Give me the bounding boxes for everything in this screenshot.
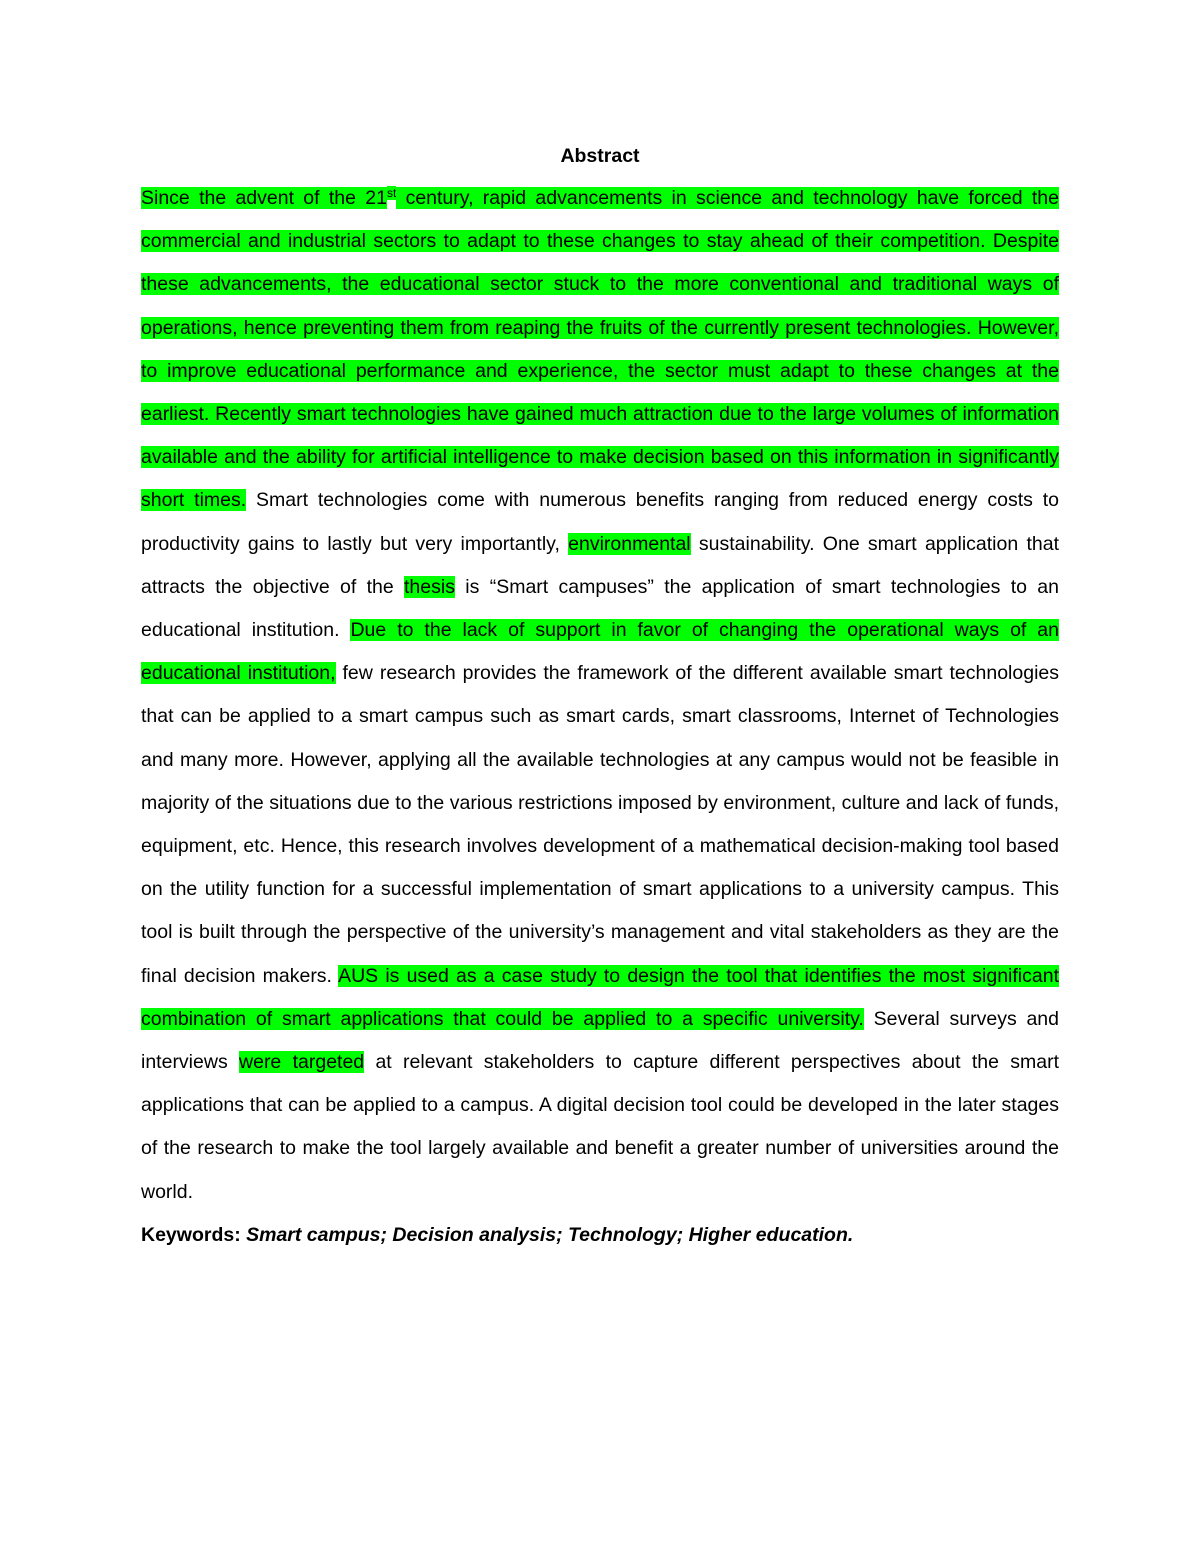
keywords-line xyxy=(141,1214,1059,1257)
body-text: Several surveys and interviews xyxy=(141,1007,1060,1074)
body-text: few research provides the framework of the different available smart technologies that can be applied to a smart campus such as smart cards, smart classrooms, Internet of Technologies and many more. However, applying all the available technologies at any campus would not be feasible in majority of the situations due to the various restrictions imposed by environment, culture and lack of funds, equipment, etc. Hence, this research involves development of a mathematical decision-making tool based on the utility function for a successful implementation of smart applications to a university campus. This tool is built through the perspective of the university’s management and vital stakeholders as they are the final decision makers. xyxy=(141,662,1059,987)
highlighted-text: environmental xyxy=(568,532,691,555)
highlighted-text: century, rapid advancements in science and technology have forced the commercial and industrial sectors to adapt to these changes to stay ahead of their competition. Despite these advancements, the educational sector stuck to the more conventional and traditional ways of operations, hence preventing them from reaping the fruits of the currently present technologies. However, to improve educational performance and experience, the sector must adapt to these changes at the earliest. Recently smart technologies have gained much attraction due to the large volumes of information available and the ability for artificial intelligence to make decision based on this information in significantly short times. xyxy=(141,187,1059,512)
highlighted-text: thesis xyxy=(404,575,455,598)
abstract-title: Abstract xyxy=(560,145,640,167)
ordinal-superscript: st xyxy=(386,185,397,200)
body-text: is “Smart campuses” the application of smart technologies to an educational institution. xyxy=(141,575,1059,642)
abstract-paragraph xyxy=(141,177,1059,1214)
keywords-label: Keywords: xyxy=(141,1223,241,1246)
keywords-list: Smart campus; Decision analysis; Technology; Higher education. xyxy=(240,1223,854,1246)
highlighted-text: were targeted xyxy=(239,1051,365,1074)
body-text: at relevant stakeholders to capture different perspectives about the smart applications that can be applied to a campus. A digital decision tool could be developed in the later stages of the research to make the tool largely available and benefit a greater number of universities around the world. xyxy=(141,1051,1059,1203)
body-text: sustainability. One smart application that attracts the objective of the xyxy=(141,532,1059,598)
body-text: Smart technologies come with numerous benefits ranging from reduced energy costs to productivity gains to lastly but very importantly, xyxy=(141,489,1059,555)
highlighted-text: Due to the lack of support in favor of changing the operational ways of an educational institution, xyxy=(141,619,1059,685)
highlighted-text: Since the advent of the 21 xyxy=(141,187,387,209)
document-page xyxy=(141,135,1059,1257)
highlighted-text: AUS is used as a case study to design the tool that identifies the most significant combination of smart applications that could be applied to a specific university. xyxy=(141,964,1059,1030)
